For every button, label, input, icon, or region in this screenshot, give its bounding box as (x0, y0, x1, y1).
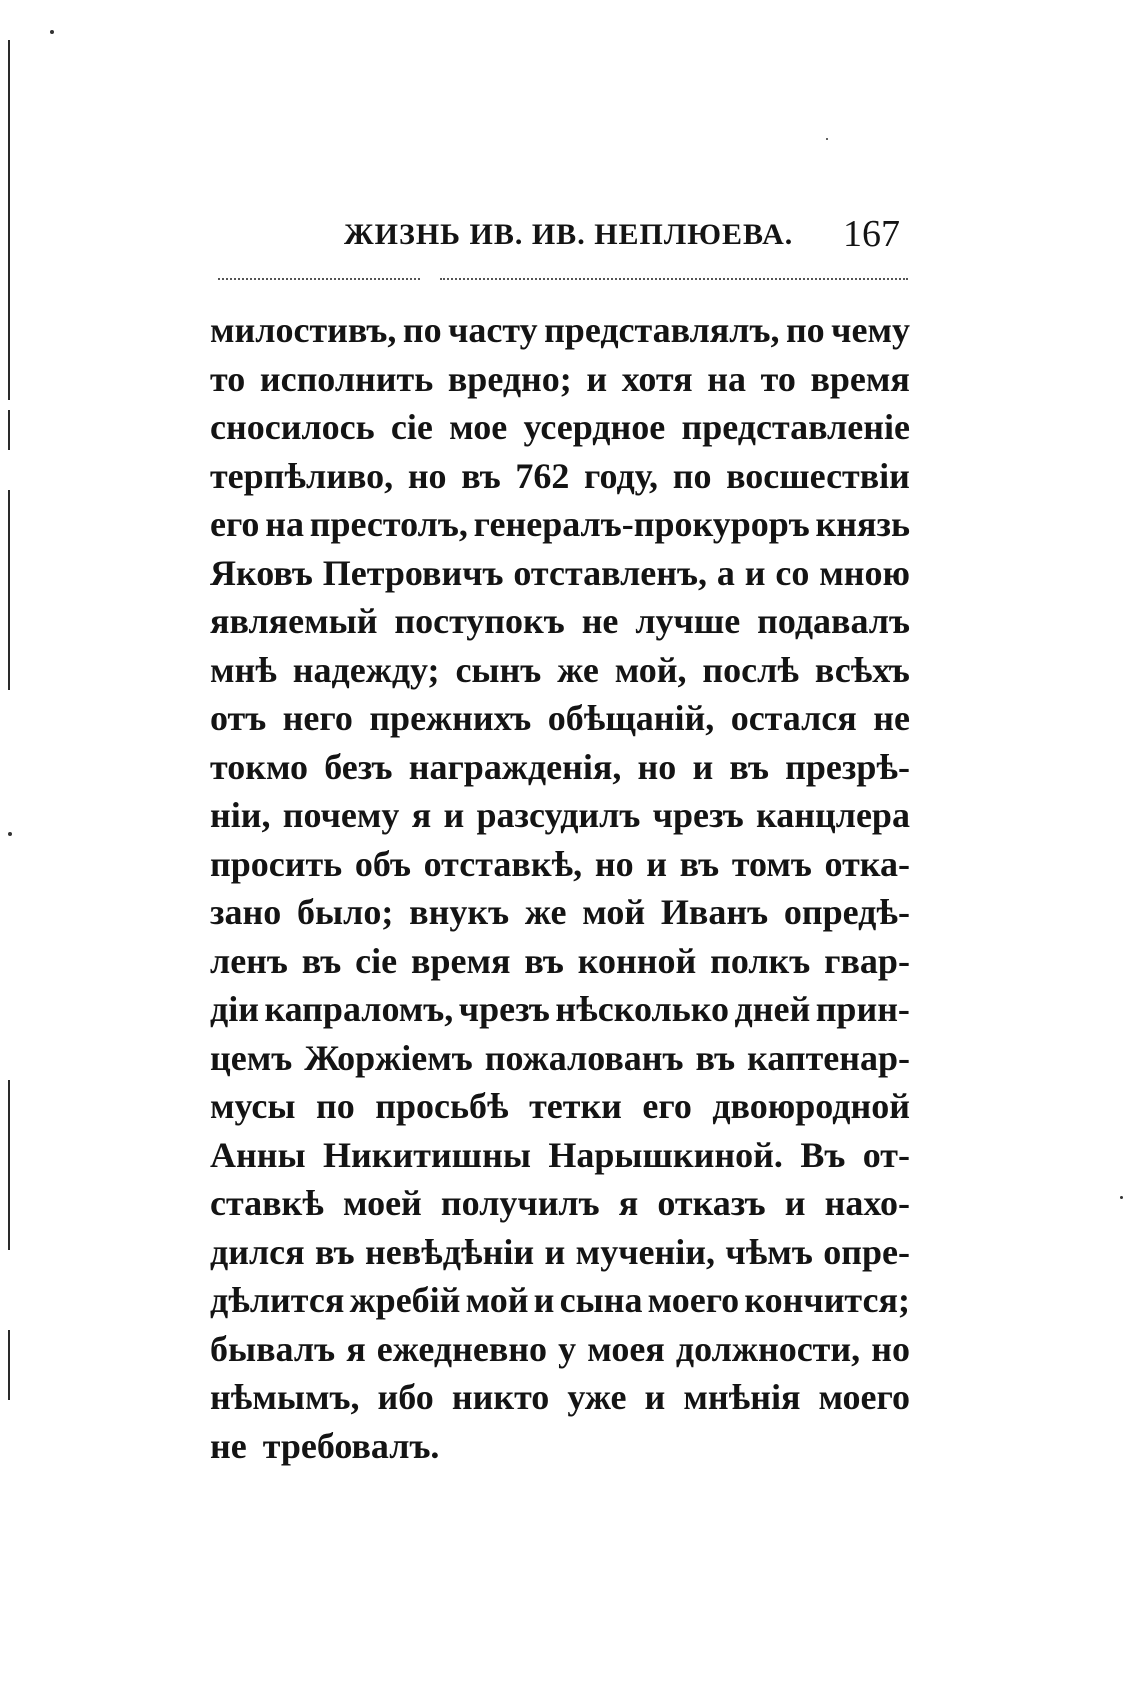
word: мнѣнія (683, 1377, 801, 1417)
word: исполнить (259, 358, 434, 399)
word: чрезъ (652, 795, 744, 835)
text-line (210, 1034, 910, 1083)
word: отка- (824, 843, 910, 884)
word: въ (524, 940, 564, 981)
word: моей (343, 1183, 422, 1223)
text-line (210, 840, 910, 889)
word: мученіи, (575, 1231, 715, 1272)
text-line (210, 1422, 910, 1471)
word: пожалованъ (484, 1037, 684, 1078)
word: являемый (210, 601, 378, 641)
word: время (810, 358, 910, 399)
scan-speck (826, 138, 828, 140)
word: отъ (210, 698, 267, 738)
word: мой, (614, 649, 687, 690)
text-line (210, 306, 910, 355)
word: по (672, 455, 712, 496)
word: въ (461, 455, 501, 496)
word: и (784, 1183, 806, 1223)
word: время (411, 940, 511, 981)
text-line (210, 1082, 910, 1131)
word: Никитишны (323, 1134, 531, 1175)
word: дѣлится (210, 1280, 345, 1320)
text-line (210, 694, 910, 743)
text-line (210, 549, 910, 598)
word: ежедневно (376, 1328, 548, 1369)
word: то (210, 358, 246, 399)
word: остался (730, 698, 857, 738)
word: объ (354, 843, 411, 884)
word: сынъ (455, 649, 542, 690)
word: зано (210, 892, 282, 932)
word: почему (282, 795, 400, 835)
word: восшествіи (726, 455, 910, 496)
text-line (210, 452, 910, 501)
word: престолъ, (309, 504, 468, 544)
header-rule-right (440, 278, 908, 280)
word: со (775, 552, 810, 593)
word: дней (734, 989, 811, 1029)
word: генералъ-прокуроръ (473, 504, 810, 544)
word: отказъ (657, 1183, 766, 1223)
text-line (210, 355, 910, 404)
word: въ (729, 746, 769, 787)
word: то (760, 358, 796, 399)
word: усердное (523, 407, 666, 447)
word: но (871, 1328, 910, 1369)
word: презрѣ- (785, 746, 910, 787)
word: же (557, 649, 599, 690)
word: но (407, 455, 447, 496)
word: цемъ (210, 1037, 293, 1078)
word: чрезъ (458, 989, 550, 1029)
word: просить (210, 843, 343, 884)
word: въ (679, 843, 720, 884)
word: и (646, 843, 667, 884)
word: отставкѣ, (423, 843, 583, 884)
word: чѣмъ (725, 1231, 813, 1272)
word: но (637, 746, 677, 787)
word: и (644, 1377, 666, 1417)
word: мой (465, 1280, 529, 1320)
word: представленіе (681, 407, 910, 447)
word: Анны (210, 1134, 306, 1175)
word: его (642, 1086, 692, 1126)
scan-edge-line (8, 410, 10, 450)
word: сына (559, 1280, 643, 1320)
word: не (210, 1425, 247, 1466)
word: Въ (800, 1134, 846, 1175)
word: Яковъ (210, 552, 313, 593)
word: я (618, 1183, 639, 1223)
word: конной (577, 940, 697, 981)
word: гвар- (824, 940, 910, 981)
word: капраломъ, (264, 989, 454, 1029)
header-rule-left (218, 278, 420, 280)
word: внукъ (409, 892, 510, 932)
word: часту (448, 310, 538, 350)
scan-edge-line (8, 490, 10, 690)
word: его (210, 504, 260, 544)
word: 762 (515, 455, 570, 496)
running-title: ЖИЗНЬ ИВ. ИВ. НЕПЛЮЕВА. (344, 218, 794, 251)
word: не (581, 601, 619, 641)
scan-edge-line (8, 1330, 10, 1400)
word: требовалъ. (262, 1425, 440, 1466)
word: канцлера (756, 795, 910, 835)
text-line (210, 646, 910, 695)
word: лучше (635, 601, 741, 641)
text-line (210, 403, 910, 452)
word: опре- (823, 1231, 910, 1272)
word: и (443, 795, 465, 835)
word: прин- (815, 989, 910, 1029)
text-line (210, 1131, 910, 1180)
word: ніи, (210, 795, 271, 835)
word: от- (862, 1134, 910, 1175)
word: токмо (210, 746, 308, 787)
word: послѣ (702, 649, 799, 690)
text-line (210, 1228, 910, 1277)
text-line (210, 1276, 910, 1325)
text-line (210, 937, 910, 986)
word: діи (210, 989, 259, 1029)
page-number: 167 (843, 213, 900, 255)
word: на (265, 504, 304, 544)
word: я (411, 795, 432, 835)
word: не (873, 698, 910, 738)
word: надежду; (292, 649, 440, 690)
text-line (210, 743, 910, 792)
running-head (218, 214, 908, 264)
word: тетки (529, 1086, 622, 1126)
word: было; (297, 892, 394, 932)
word: и (533, 1280, 555, 1320)
word: и (744, 552, 766, 593)
word: бывалъ (210, 1328, 336, 1369)
scan-speck (8, 832, 12, 836)
word: всѣхъ (814, 649, 910, 690)
word: у (558, 1328, 577, 1369)
word: сіе (355, 940, 398, 981)
text-line (210, 597, 910, 646)
word: Петровичъ (322, 552, 504, 593)
text-line (210, 791, 910, 840)
word: полкъ (710, 940, 811, 981)
scan-edge-line (8, 40, 10, 400)
word: получилъ (440, 1183, 600, 1223)
word: дился (210, 1231, 305, 1272)
scan-speck (50, 30, 54, 34)
word: милостивъ, (210, 310, 397, 350)
word: прежнихъ (369, 698, 532, 738)
word: а (716, 552, 735, 593)
word: жребій (349, 1280, 461, 1320)
word: вредно; (447, 358, 572, 399)
word: моея (587, 1328, 665, 1369)
word: моего (647, 1280, 740, 1320)
word: мнѣ (210, 649, 277, 690)
word: году, (584, 455, 659, 496)
word: опредѣ- (783, 892, 910, 932)
text-line (210, 1373, 910, 1422)
word: въ (301, 940, 342, 981)
word: въ (315, 1231, 355, 1272)
word: Иванъ (660, 892, 769, 932)
word: ставкѣ (210, 1183, 324, 1223)
word: и (544, 1231, 566, 1272)
word: должности, (675, 1328, 861, 1369)
text-line (210, 888, 910, 937)
word: Нарышкиной. (548, 1134, 783, 1175)
word: томъ (731, 843, 812, 884)
text-line (210, 1179, 910, 1228)
word: я (346, 1328, 366, 1369)
word: по (785, 310, 825, 350)
word: моего (818, 1377, 910, 1417)
word: поступокъ (394, 601, 565, 641)
word: каптенар- (747, 1037, 910, 1078)
word: двоюродной (712, 1086, 910, 1126)
word: нѣмымъ, (210, 1377, 360, 1417)
word: награжденія, (408, 746, 622, 787)
scan-edge-line (8, 1080, 10, 1250)
word: мною (819, 552, 910, 593)
word: въ (695, 1037, 736, 1078)
word: по (315, 1086, 355, 1126)
word: ленъ (210, 940, 288, 981)
word: сносилось (210, 407, 375, 447)
word: и (586, 358, 608, 399)
word: никто (451, 1377, 550, 1417)
word: подавалъ (757, 601, 910, 641)
word: просьбѣ (375, 1086, 509, 1126)
word: ибо (377, 1377, 434, 1417)
word: Жоржіемъ (304, 1037, 473, 1078)
body-text (210, 306, 910, 1470)
word: сіе (390, 407, 433, 447)
text-line (210, 500, 910, 549)
word: хотя (621, 358, 693, 399)
word: нахо- (824, 1183, 910, 1223)
word: мусы (210, 1086, 296, 1126)
word: него (282, 698, 353, 738)
scan-speck (1120, 1196, 1123, 1199)
word: князь (815, 504, 910, 544)
word: уже (567, 1377, 627, 1417)
word: обѣщаній, (547, 698, 715, 738)
word: терпѣливо, (210, 455, 394, 496)
word: безъ (324, 746, 393, 787)
text-line (210, 985, 910, 1034)
word: же (524, 892, 567, 932)
text-line (210, 1325, 910, 1374)
word: отставленъ, (513, 552, 707, 593)
word: нѣсколько (555, 989, 730, 1029)
word: разсудилъ (476, 795, 641, 835)
word: кончится; (744, 1280, 910, 1320)
word: по (402, 310, 442, 350)
word: невѣдѣніи (365, 1231, 535, 1272)
word: представлялъ, (544, 310, 780, 350)
word: мой (582, 892, 646, 932)
word: мое (449, 407, 508, 447)
word: на (707, 358, 746, 399)
word: но (594, 843, 634, 884)
word: чему (831, 310, 910, 350)
word: и (692, 746, 714, 787)
